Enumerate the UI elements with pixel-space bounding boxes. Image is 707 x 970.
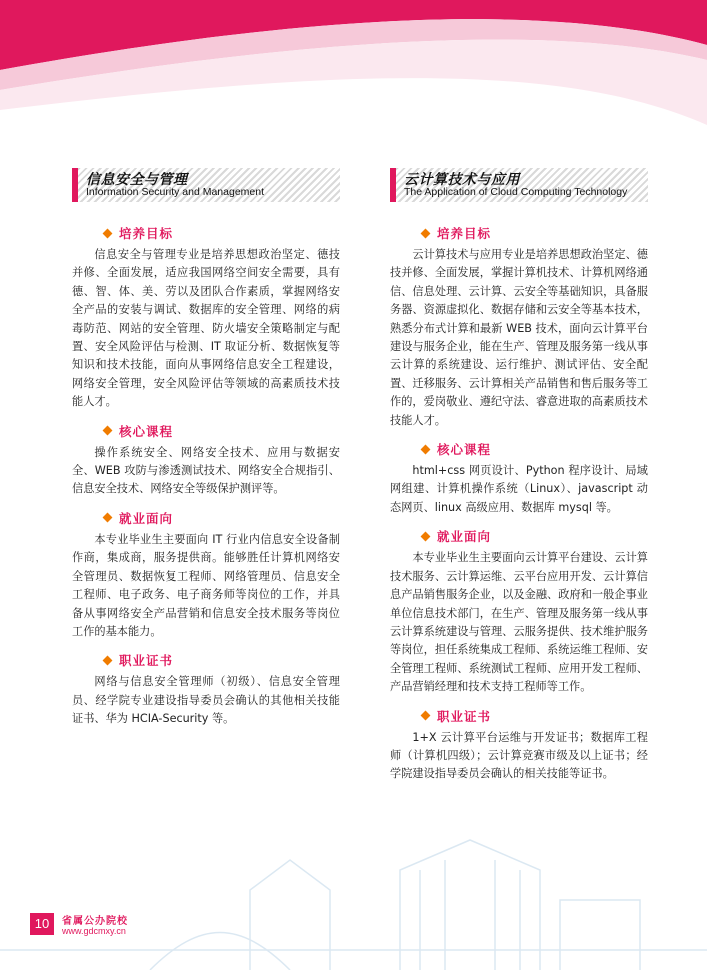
section-title: 职业证书 bbox=[437, 708, 492, 724]
program-title-en: The Application of Cloud Computing Technology bbox=[404, 186, 628, 198]
section-certificates bbox=[72, 651, 340, 728]
program-title-en: Information Security and Management bbox=[86, 186, 265, 198]
section-body: html+css 网页设计、Python 程序设计、局域网组建、计算机操作系统（Linux）、javascript 动态网页、linux 高级应用、数据库 mysql 等。 bbox=[390, 464, 648, 514]
top-wave-decoration bbox=[0, 0, 707, 140]
section-body: 本专业毕业生主要面向云计算平台建设、云计算技术服务、云计算运维、云平台应用开发、云计算信息产品销售服务企业，以及金融、政府和一般企事业单位信息技术部门，在生产、管理及服务第一线从事云计算系统建设与管理、云服务提供、技术维护服务等岗位，担任系统集成工程师、系统运维工程师、安全管理工程师、系统测试工程师、应用开发工程师、产品营销经理和技术支持工程师等工作。 bbox=[390, 551, 648, 694]
diamond-bullet-icon bbox=[103, 426, 113, 436]
program-title-zh: 信息安全与管理 bbox=[86, 172, 188, 188]
program-title-zh: 云计算技术与应用 bbox=[404, 172, 520, 188]
section-title: 就业面向 bbox=[437, 529, 492, 545]
diamond-bullet-icon bbox=[421, 531, 431, 541]
right-column-cloud-computing bbox=[390, 168, 648, 794]
section-title: 职业证书 bbox=[119, 653, 174, 669]
section-body: 本专业毕业生主要面向 IT 行业内信息安全设备制作商，集成商，服务提供商。能够胜任计算机网络安全管理员、数据恢复工程师、网络管理员、信息安全工程师、电子政务、电子商务师等岗位的工作，并具备从事网络安全产品营销和信息安全技术服务等岗位工作的基本能力。 bbox=[72, 532, 340, 638]
section-title: 核心课程 bbox=[437, 442, 492, 458]
section-body: 信息安全与管理专业是培养思想政治坚定、德技并修、全面发展，适应我国网络空间安全需要，具有德、智、体、美、劳以及团队合作素质，掌握网络安全产品的安装与调试、数据库的安全管理、网络的病毒防范、网站的安全管理、防火墙安全策略制定与配置、安全风险评估与检测、IT 取证分析、数据恢复等知识和技术技能，面向从事网络信息安全工程建设，网络安全管理，安全风险评估等领域的高素质技术技能人才。 bbox=[72, 248, 340, 409]
right-program-banner bbox=[390, 168, 648, 202]
section-core-courses bbox=[390, 440, 648, 517]
section-core-courses bbox=[72, 422, 340, 499]
section-title: 就业面向 bbox=[119, 510, 174, 526]
section-employment bbox=[390, 527, 648, 696]
diamond-bullet-icon bbox=[103, 513, 113, 523]
footer-school-name: 省属公办院校 bbox=[62, 916, 128, 927]
diamond-bullet-icon bbox=[103, 228, 113, 238]
section-employment bbox=[72, 509, 340, 641]
section-body: 1+X 云计算平台运维与开发证书；数据库工程师（计算机四级）；云计算竞赛市级及以上证书；经学院建设指导委员会确认的相关技能等证书。 bbox=[390, 730, 648, 781]
section-title: 核心课程 bbox=[119, 423, 174, 439]
left-program-banner bbox=[72, 168, 340, 202]
section-body: 网络与信息安全管理师（初级）、信息安全管理员、经学院专业建设指导委员会确认的其他相关技能证书、华为 HCIA-Security 等。 bbox=[72, 675, 340, 726]
left-column-information-security bbox=[72, 168, 340, 739]
section-title: 培养目标 bbox=[437, 226, 492, 241]
footer-website-link[interactable]: www.gdcmxy.cn bbox=[62, 926, 126, 936]
section-body: 云计算技术与应用专业是培养思想政治坚定、德技并修、全面发展，掌握计算机技术、计算机网络通信、信息处理、云计算、云安全等基础知识，具备服务器、资源虚拟化、数据存储和云安全等基本技术，熟悉分布式计算和最新 WEB 技术，面向云计算平台建设与服务企业，能在生产、管理及服务第一线从事云计算的系统建设、运行维护、测试评估、安全配置、迁移服务、云计算相关产品销售和售后服务等工作的，爱岗敬业、遵纪守法、睿意进取的高素质技术技能人才。 bbox=[390, 248, 648, 427]
diamond-bullet-icon bbox=[421, 444, 431, 454]
diamond-bullet-icon bbox=[421, 228, 431, 238]
section-title: 培养目标 bbox=[119, 226, 174, 241]
section-certificates bbox=[390, 707, 648, 784]
diamond-bullet-icon bbox=[103, 655, 113, 665]
section-body: 操作系统安全、网络安全技术、应用与数据安全、WEB 攻防与渗透测试技术、网络安全合规指引、信息安全技术、网络安全等级保护测评等。 bbox=[72, 445, 340, 496]
campus-skyline-watermark bbox=[0, 800, 707, 970]
page-number: 10 bbox=[30, 913, 54, 935]
diamond-bullet-icon bbox=[421, 711, 431, 721]
section-training-goal bbox=[72, 224, 340, 412]
section-training-goal bbox=[390, 224, 648, 430]
